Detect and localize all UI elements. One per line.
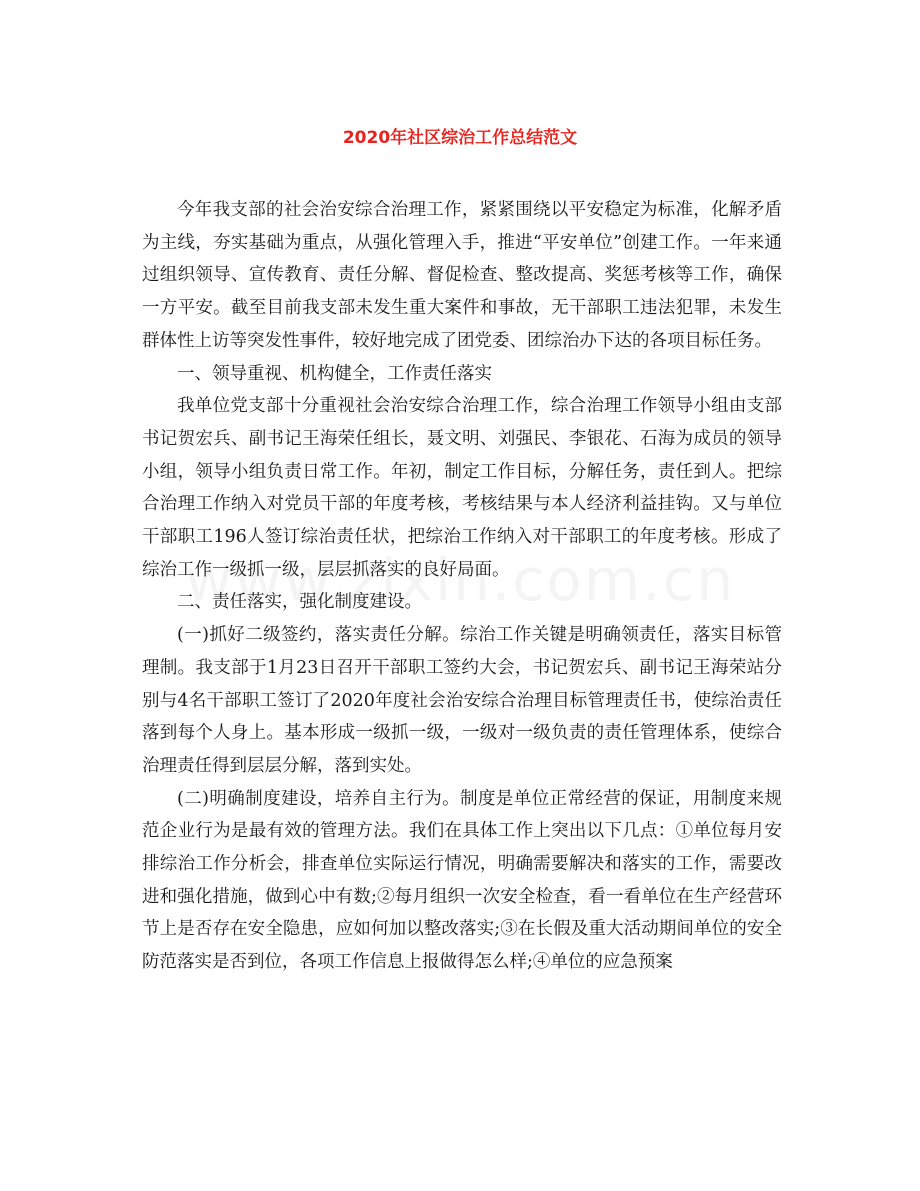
section-heading-1: 一、领导重视、机构健全，工作责任落实 (177, 363, 492, 384)
paragraph-section-1: 我单位党支部十分重视社会治安综合治理工作，综合治理工作领导小组由支部书记贺宏兵、副书记王海荣任组长，聂文明、刘强民、李银花、石海为成员的领导小组，领导小组负责日常工作。年初，制定工作目标，分解任务，责任到人。把综合治理工作纳入对党员干部的年度考核，考核结果与本人经济利益挂钩。又与单位干部职工196人签订综治责任状，把综治工作纳入对干部职工的年度考核。形成了综治工作一级抓一级，层层抓落实的良好局面。 (142, 396, 782, 580)
paragraph-subsection-1: (一)抓好二级签约，落实责任分解。综治工作关键是明确领责任，落实目标管理制。我支部于1月23日召开干部职工签约大会，书记贺宏兵、副书记王海荣站分别与4名干部职工签订了2020年度社会治安综合治理目标管理责任书，使综治责任落到每个人身上。基本形成一级抓一级，一级对一级负责的责任管理体系，使综合治理责任得到层层分解，落到实处。 (142, 625, 782, 776)
paragraph-subsection-2: (二)明确制度建设，培养自主行为。制度是单位正常经营的保证，用制度来规范企业行为是最有效的管理方法。我们在具体工作上突出以下几点：①单位每月安排综治工作分析会，排查单位实际运行情况，明确需要解决和落实的工作，需要改进和强化措施，做到心中有数;②每月组织一次安全检查，看一看单位在生产经营环节上是否存在安全隐患，应如何加以整改落实;③在长假及重大活动期间单位的安全防范落实是否到位，各项工作信息上报做得怎么样;④单位的应急预案 (142, 788, 782, 973)
document-body (142, 194, 782, 979)
paragraph-intro: 今年我支部的社会治安综合治理工作，紧紧围绕以平安稳定为标准，化解矛盾为主线，夯实基础为重点，从强化管理入手，推进“平安单位”创建工作。一年来通过组织领导、宣传教育、责任分解、督促检查、整改提高、奖惩考核等工作，确保一方平安。截至目前我支部未发生重大案件和事故，无干部职工违法犯罪，未发生群体性上访等突发性事件，较好地完成了团党委、团综治办下达的各项目标任务。 (142, 200, 782, 351)
document-title: 2020年社区综治工作总结范文 (342, 128, 578, 148)
section-heading-2: 二、责任落实，强化制度建设。 (177, 592, 422, 613)
